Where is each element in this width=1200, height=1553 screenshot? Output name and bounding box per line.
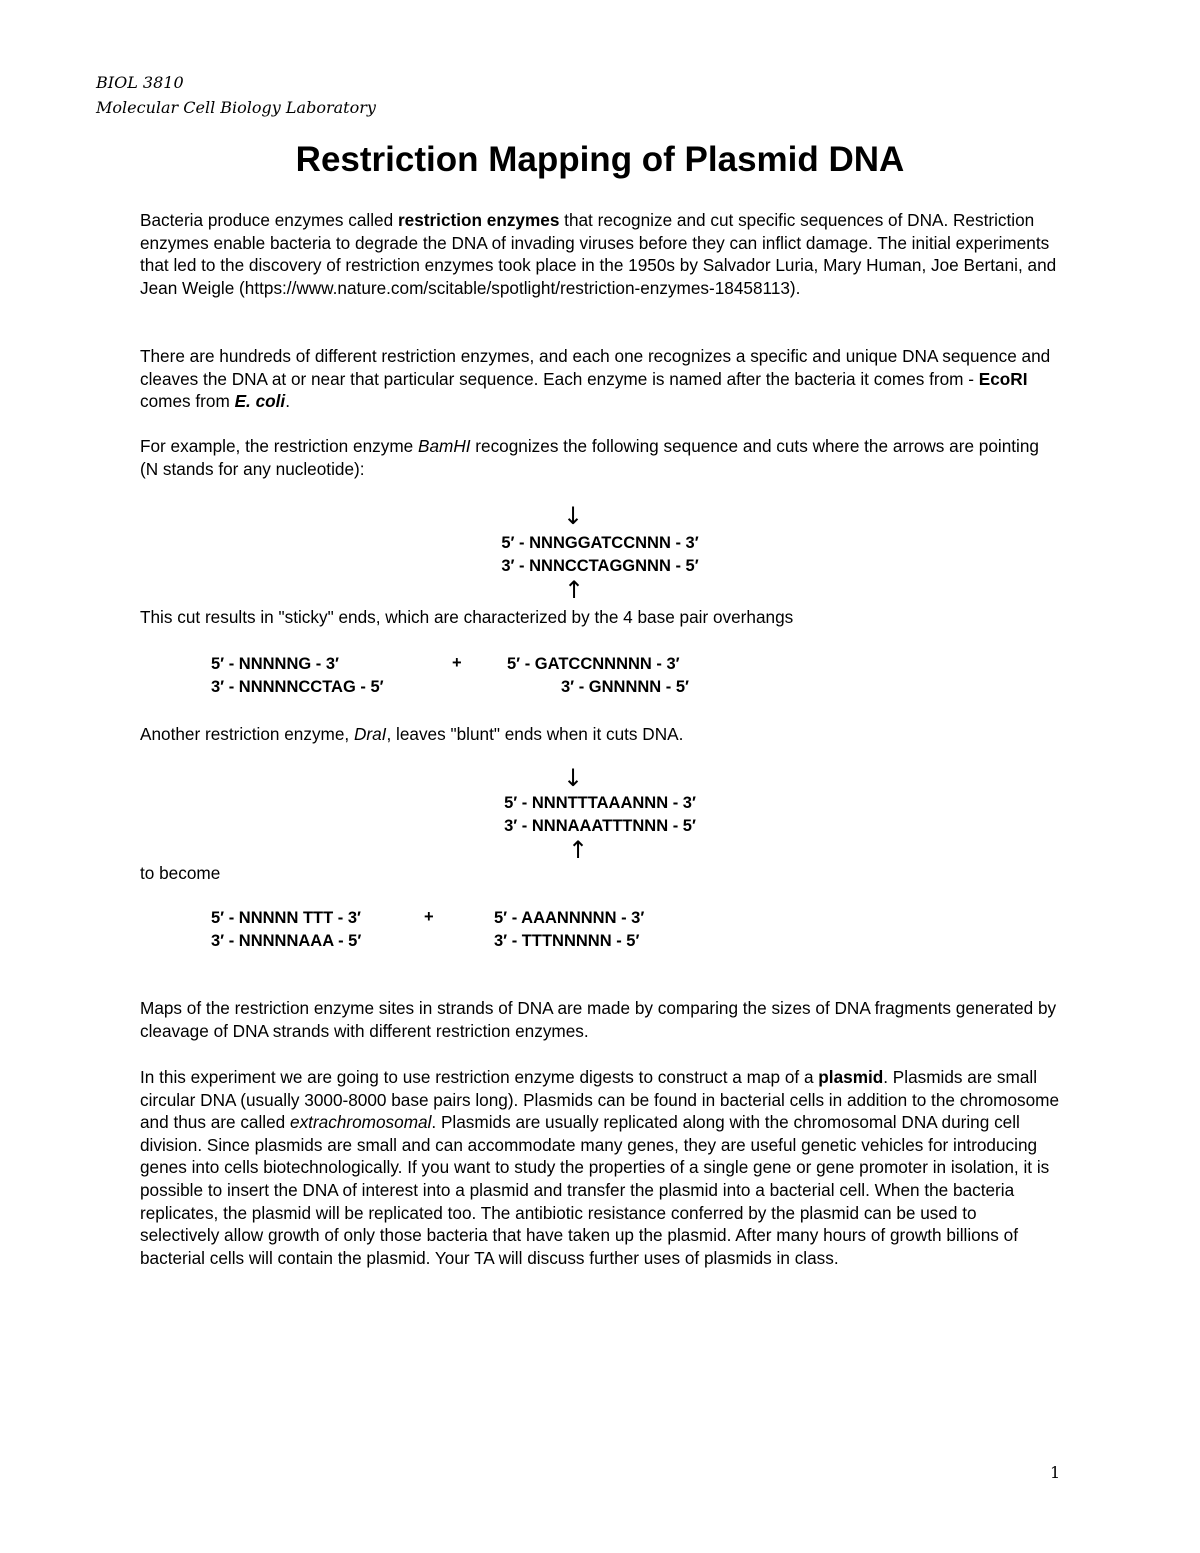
drai-sequence bbox=[0, 792, 1200, 838]
sequence-line: 5′ - GATCCNNNNN - 3′ bbox=[507, 655, 680, 673]
text-run: , leaves "blunt" ends when it cuts DNA. bbox=[386, 724, 684, 744]
term-drai: DraI bbox=[353, 724, 387, 744]
cut-arrow-down-icon: ↓ bbox=[563, 502, 584, 530]
page-header bbox=[96, 70, 376, 120]
paragraph-maps: Maps of the restriction enzyme sites in strands of DNA are made by comparing the sizes of DNA fragments generated by cleavage of DNA strands with different restriction enzymes. bbox=[140, 998, 1057, 1041]
paragraph-plasmids bbox=[140, 1066, 1060, 1269]
paragraph-drai bbox=[140, 723, 1060, 746]
term-extrachromosomal: extrachromosomal bbox=[290, 1112, 432, 1133]
sequence-line: 5′ - NNNTTTAAANNN - 3′ bbox=[504, 794, 696, 812]
sticky-left-fragment bbox=[211, 653, 384, 699]
text-run: . Plasmids are small circular DNA (usually 3000-8000 base pairs long). Plasmids can be found in bacterial cells in addition to the chromosome and thus are called bbox=[140, 1067, 1060, 1133]
text-run: Another restriction enzyme, bbox=[140, 724, 354, 744]
paragraph-intro bbox=[140, 209, 1060, 299]
course-code: BIOL 3810 bbox=[96, 73, 184, 92]
sequence-line: 3′ - NNNNNAAA - 5′ bbox=[211, 932, 362, 950]
text-run: comes from bbox=[140, 391, 235, 412]
document-title: Restriction Mapping of Plasmid DNA bbox=[295, 140, 905, 179]
cut-arrow-up-icon: ↑ bbox=[568, 836, 589, 864]
cut-arrow-down-icon: ↓ bbox=[563, 764, 584, 792]
sequence-line: 5′ - AAANNNNN - 3′ bbox=[494, 909, 645, 927]
sticky-right-fragment bbox=[507, 653, 689, 699]
paragraph-bamhi-example bbox=[140, 435, 1060, 480]
plus-sign: + bbox=[452, 654, 462, 672]
bamhi-sequence bbox=[0, 532, 1200, 578]
text-run: recognizes the following sequence and cuts where the arrows are pointing (N stands for any nucleotide): bbox=[140, 436, 1039, 479]
sequence-line: 3′ - GNNNNN - 5′ bbox=[561, 678, 690, 696]
term-plasmid: plasmid bbox=[818, 1067, 884, 1087]
cut-arrow-up-icon: ↑ bbox=[564, 576, 585, 604]
sequence-line: 5′ - NNNGGATCCNNN - 3′ bbox=[501, 534, 699, 552]
page-number: 1 bbox=[1050, 1463, 1061, 1482]
text-run: Bacteria produce enzymes called bbox=[140, 210, 398, 230]
sequence-line: 3′ - TTTNNNNN - 5′ bbox=[494, 932, 640, 950]
sequence-line: 3′ - NNNCCTAGGNNN - 5′ bbox=[501, 557, 699, 575]
paragraph-enzymes bbox=[140, 345, 1060, 413]
blunt-left-fragment bbox=[211, 907, 361, 953]
plus-sign: + bbox=[424, 908, 434, 926]
sequence-line: 5′ - NNNNN TTT - 3′ bbox=[211, 909, 361, 927]
text-run: that recognize and cut specific sequences of DNA. Restriction enzymes enable bacteria to degrade the DNA of invading viruses before they can inflict damage. The initial experiments that led to the discovery of restriction enzymes took place in the 1950s by Salvador Luria, Mary Human, Joe Bertani, and Jean Weigle (https://www.nature.com/scitable/spotlight/restriction-enzymes-18458113). bbox=[140, 210, 1057, 298]
course-name: Molecular Cell Biology Laboratory bbox=[96, 98, 376, 117]
sequence-line: 3′ - NNNAAATTTNNN - 5′ bbox=[504, 817, 696, 835]
text-run: . Plasmids are usually replicated along with the chromosomal DNA during cell division. Since plasmids are small and can accommodate many genes, they are useful genetic vehicles for introducing genes into cells biotechnologically. If you want to study the properties of a single gene or gene promoter in isolation, it is possible to insert the DNA of interest into a plasmid and transfer the plasmid into a bacterial cell. When the bacteria replicates, the plasmid will be replicated too. The antibiotic resistance conferred by the plasmid can be used to selectively allow growth of only those bacteria that have taken up the plasmid. After many hours of growth billions of bacterial cells will contain the plasmid. Your TA will discuss further uses of plasmids in class. bbox=[140, 1112, 1050, 1268]
term-ecoli: E. coli bbox=[234, 391, 286, 412]
term-ecori: EcoRI bbox=[978, 368, 1028, 389]
paragraph-to-become: to become bbox=[140, 863, 221, 883]
text-run: For example, the restriction enzyme bbox=[140, 436, 418, 456]
blunt-right-fragment bbox=[494, 907, 644, 953]
term-restriction-enzymes: restriction enzymes bbox=[397, 210, 560, 230]
term-bamhi: BamHI bbox=[417, 436, 471, 456]
text-run: In this experiment we are going to use restriction enzyme digests to construct a map of a bbox=[140, 1067, 819, 1087]
text-run: . bbox=[285, 391, 290, 412]
sequence-line: 5′ - NNNNNG - 3′ bbox=[211, 655, 340, 673]
text-run: There are hundreds of different restriction enzymes, and each one recognizes a specific and unique DNA sequence and cleaves the DNA at or near that particular sequence. Each enzyme is named after the bacteria it comes from - bbox=[140, 346, 1051, 389]
sequence-line: 3′ - NNNNNCCTAG - 5′ bbox=[211, 678, 384, 696]
paragraph-sticky-ends: This cut results in "sticky" ends, which are characterized by the 4 base pair overhangs bbox=[140, 607, 794, 627]
